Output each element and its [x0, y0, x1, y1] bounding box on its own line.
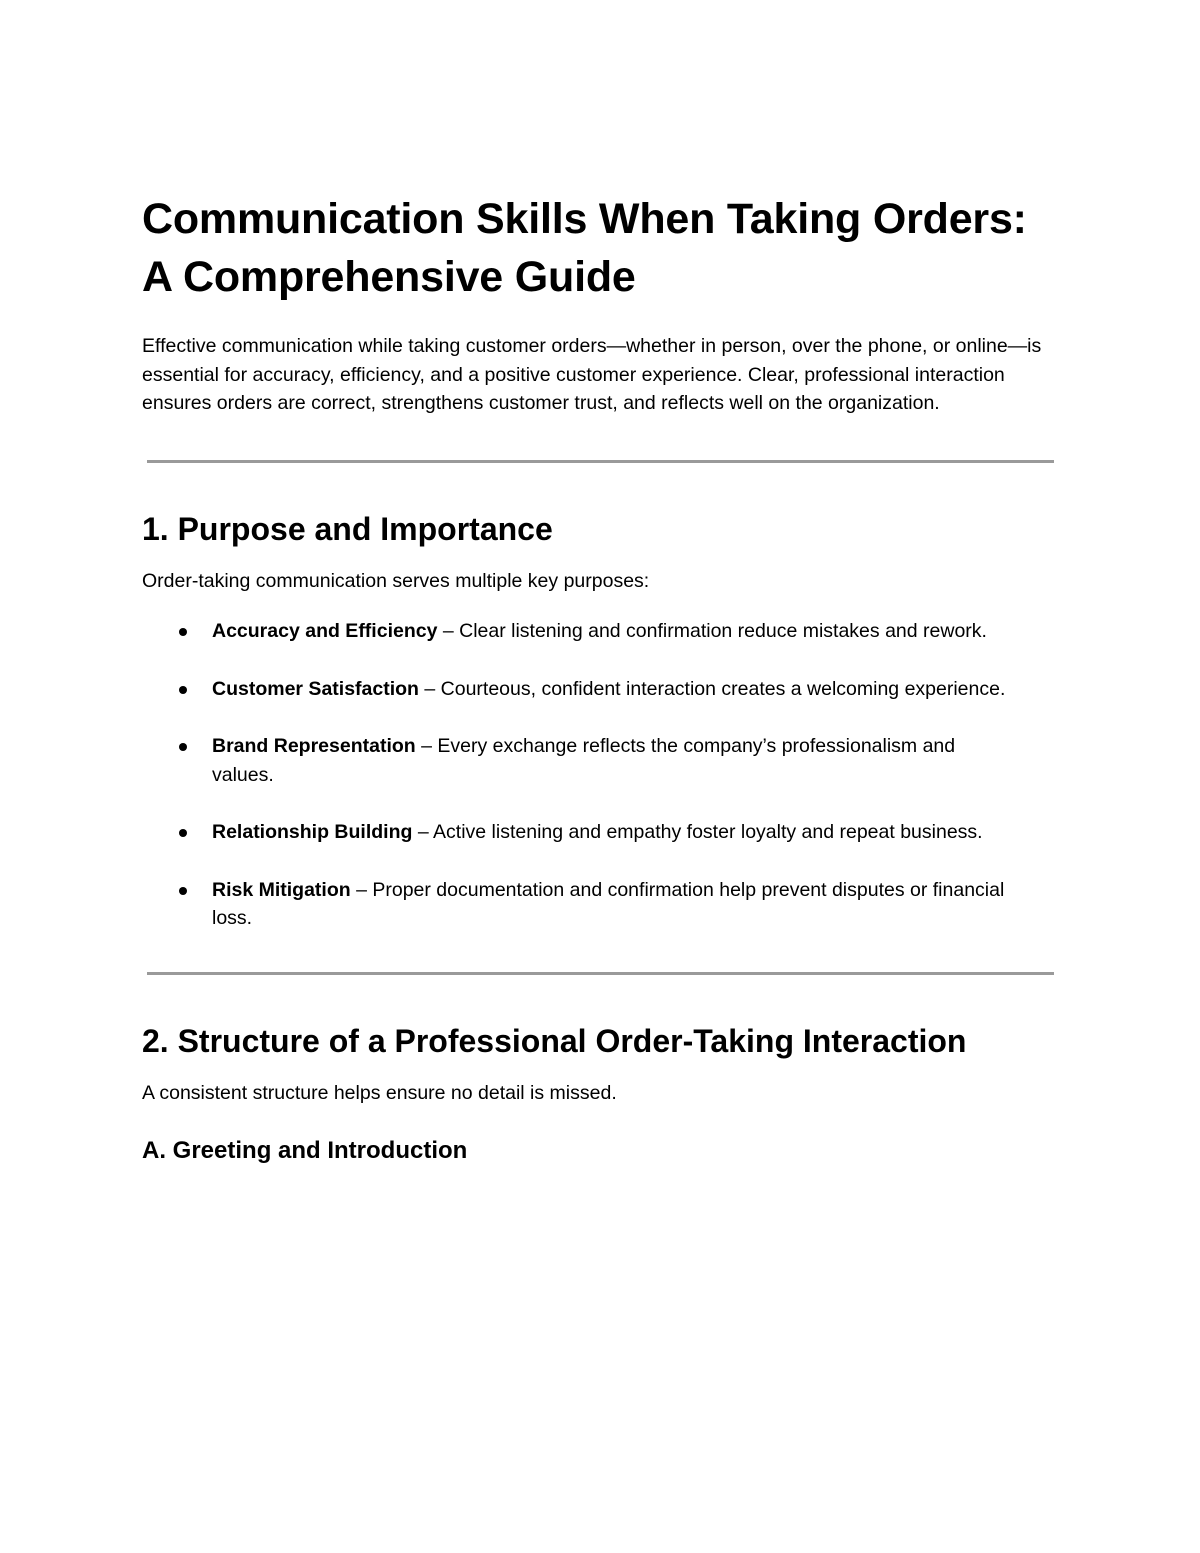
- section-2-lead: A consistent structure helps ensure no detail is missed.: [142, 1081, 617, 1104]
- section-divider: [147, 972, 1054, 975]
- bullet-text: – Every exchange reflects the company’s professionalism and values.: [212, 735, 956, 786]
- bullet-term: Risk Mitigation: [212, 878, 351, 901]
- bullet-icon: [179, 887, 187, 895]
- bullet-term: Customer Satisfaction: [212, 677, 419, 700]
- section-2-heading: 2. Structure of a Professional Order-Taking Interaction: [142, 1022, 967, 1059]
- bullet-term: Relationship Building: [212, 821, 413, 843]
- list-item: [142, 818, 1022, 847]
- intro-paragraph: Effective communication while taking customer orders—whether in person, over the phone, or online—is essential for accuracy, efficiency, and a positive customer experience. Clear, professional interaction ensures orders are correct, strengthens customer trust, and reflects well on the organization.: [142, 335, 1042, 414]
- list-item: [142, 732, 1022, 789]
- document-page: [142, 190, 1058, 1167]
- bullet-text: – Courteous, confident interaction creates a welcoming experience.: [418, 677, 1006, 700]
- list-item: [142, 617, 1022, 646]
- bullet-icon: [179, 829, 187, 837]
- bullet-icon: [179, 628, 187, 636]
- bullet-text: – Proper documentation and confirmation help prevent disputes or financial loss.: [212, 878, 1005, 929]
- bullet-text: – Clear listening and confirmation reduce mistakes and rework.: [437, 620, 987, 642]
- section-divider: [147, 460, 1054, 463]
- bullet-text: – Active listening and empathy foster loyalty and repeat business.: [412, 821, 983, 843]
- section-1-heading: 1. Purpose and Importance: [142, 510, 553, 547]
- list-item: [142, 675, 1022, 704]
- bullet-icon: [179, 686, 187, 694]
- bullet-term: Brand Representation: [212, 735, 416, 757]
- bullet-term: Accuracy and Efficiency: [212, 620, 438, 642]
- purpose-list: [142, 617, 1058, 933]
- section-1-lead: Order-taking communication serves multiple key purposes:: [142, 569, 650, 592]
- section-2-subheading: A. Greeting and Introduction: [142, 1137, 468, 1164]
- list-item: [142, 876, 1022, 933]
- bullet-icon: [179, 743, 187, 751]
- document-title: Communication Skills When Taking Orders: A Comprehensive Guide: [142, 195, 1027, 301]
